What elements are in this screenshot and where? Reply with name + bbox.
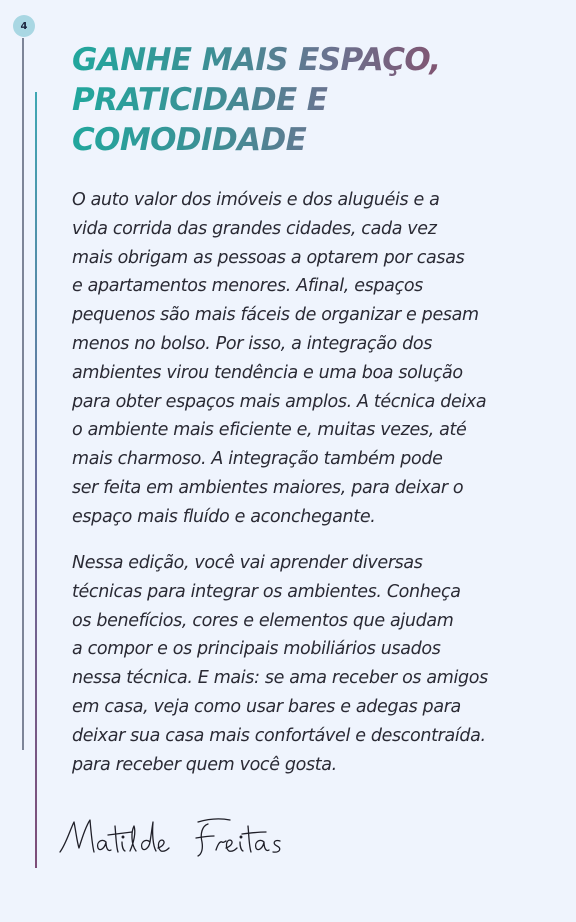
paragraph-line: o ambiente mais eficiente e, muitas vezes, até	[72, 420, 467, 441]
paragraph-line: para obter espaços mais amplos. A técnica deixa	[72, 391, 487, 412]
paragraph-line: O auto valor dos imóveis e dos aluguéis e a	[72, 190, 440, 210]
paragraph-line: menos no bolso. Por isso, a integração dos	[72, 333, 432, 354]
gradient-vertical-rule	[35, 92, 37, 868]
paragraph-line: técnicas para integrar os ambientes. Conheça	[72, 581, 461, 602]
edition-paragraph	[72, 549, 532, 779]
paragraph-line: os benefícios, cores e elementos que ajudam	[72, 610, 454, 631]
paragraph-line: deixar sua casa mais confortável e descontraída.	[72, 725, 486, 746]
left-vertical-rule	[22, 38, 24, 750]
paragraph-line: para receber quem você gosta.	[72, 754, 337, 775]
paragraph-line: mais obrigam as pessoas a optarem por casas	[72, 247, 465, 268]
paragraph-line: ambientes virou tendência e uma boa solução	[72, 362, 463, 383]
headline	[72, 40, 542, 160]
paragraph-line: Nessa edição, você vai aprender diversas	[72, 553, 423, 573]
paragraph-line: e apartamentos menores. Afinal, espaços	[72, 276, 423, 297]
paragraph-line: mais charmoso. A integração também pode	[72, 449, 443, 470]
paragraph-line: vida corrida das grandes cidades, cada vez	[72, 218, 437, 239]
page-number-badge: 4	[13, 15, 35, 37]
paragraph-line: ser feita em ambientes maiores, para deixar o	[72, 477, 464, 498]
intro-paragraph	[72, 186, 532, 532]
paragraph-line: em casa, veja como usar bares e adegas para	[72, 696, 461, 717]
headline-line: COMODIDADE	[72, 122, 307, 158]
headline-line: PRATICIDADE E	[72, 82, 328, 118]
paragraph-line: a compor e os principais mobiliários usados	[72, 639, 441, 660]
paragraph-line: espaço mais fluído e aconchegante.	[72, 506, 376, 527]
paragraph-line: nessa técnica. E mais: se ama receber os amigos	[72, 668, 488, 689]
headline-line: GANHE MAIS ESPAÇO,	[72, 42, 441, 78]
handwritten-signature	[58, 808, 308, 868]
paragraph-line: pequenos são mais fáceis de organizar e pesam	[72, 305, 479, 326]
